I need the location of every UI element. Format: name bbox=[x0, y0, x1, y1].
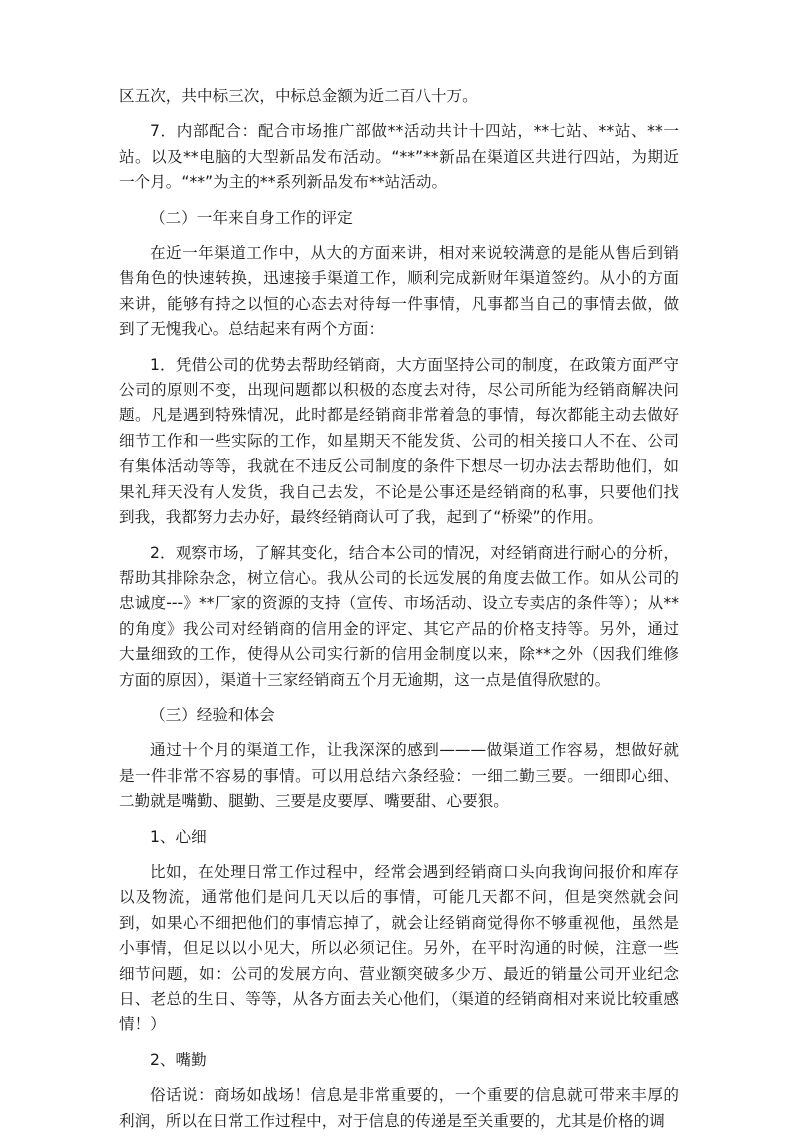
section-heading-experience: （三）经验和体会 bbox=[150, 705, 275, 724]
paragraph-point-1: 1．凭借公司的优势去帮助经销商，大方面坚持公司的制度，在政策方面严守公司的原则不变，出现问题都以积极的态度去对待，尽公司所能为经销商解决问题。凡是遇到特殊情况，此时都是经销商非常着急的事情，每次都能主动去做好细节工作和一些实际的工作，如星期天不能发货、公司的相关接口人不在、公司有集体活动等等，我就在不违反公司制度的条件下想尽一切办法去帮助他们，如果礼拜天没有人发货，我自己去发，不论是公事还是经销商的私事，只要他们找到我，我都努力去办好，最终经销商认可了我，起到了“桥梁”的作用。 bbox=[119, 355, 679, 527]
paragraph-self-evaluation-intro: 在近一年渠道工作中，从大的方面来讲，相对来说较满意的是能从售后到销售角色的快速转换，迅速接手渠道工作，顺利完成新财年渠道签约。从小的方面来讲，能够有持之以恒的心态去对待每一件事情，凡事都当自己的事情去做，做到了无愧我心。总结起来有两个方面： bbox=[119, 244, 679, 339]
paragraph-point-2: 2．观察市场，了解其变化，结合本公司的情况，对经销商进行耐心的分析，帮助其排除杂念，树立信心。我从公司的长远发展的角度去做工作。如从公司的忠诚度---》**厂家的资源的支持（宣传、市场活动、设立专卖店的条件等）；从**的角度》我公司对经销商的信用金的评定、其它产品的价格支持等。另外，通过大量细致的工作，使得从公司实行新的信用金制度以来，除**之外（因我们维修方面的原因），渠道十三家经销商五个月无逾期，这一点是值得欣慰的。 bbox=[119, 543, 679, 689]
paragraph-bid-summary: 区五次，共中标三次，中标总金额为近二百八十万。 bbox=[119, 87, 478, 105]
paragraph-careful: 比如，在处理日常工作过程中，经常会遇到经销商口头向我询问报价和库存以及物流，通常他们是问几天以后的事情，可能几天都不问，但是突然就会问到，如果心不细把他们的事情忘掉了，就会让经销商觉得你不够重视他，虽然是小事情，但足以以小见大，所以必须记住。另外，在平时沟通的时候，注意一些细节问题，如：公司的发展方向、营业额突破多少万、最近的销量公司开业纪念日、老总的生日、等等，从各方面去关心他们，（渠道的经销商相对来说比较重感情！） bbox=[119, 862, 679, 1034]
subheading-talk-often: 2、嘴勤 bbox=[150, 1050, 207, 1069]
paragraph-internal-cooperation: 7．内部配合：配合市场推广部做**活动共计十四站，**七站、**站、**一站。以及**电脑的大型新品发布活动。“**”**新品在渠道区共进行四站，为期近一个月。“**”为主的**系列新品发布**站活动。 bbox=[119, 122, 679, 192]
section-heading-self-evaluation: （二）一年来自身工作的评定 bbox=[150, 208, 353, 227]
paragraph-talk-often: 俗话说：商场如战场！信息是非常重要的，一个重要的信息就可带来丰厚的利润，所以在日常工作过程中，对于信息的传递是至关重要的，尤其是价格的调 bbox=[119, 1086, 679, 1130]
paragraph-experience-intro: 通过十个月的渠道工作，让我深深的感到———做渠道工作容易，想做好就是一件非常不容易的事情。可以用总结六条经验：一细二勤三要。一细即心细、二勤就是嘴勤、腿勤、三要是皮要厚、嘴要甜、心要狠。 bbox=[119, 741, 679, 811]
document-page bbox=[119, 84, 679, 1144]
subheading-careful: 1、心细 bbox=[150, 827, 207, 846]
